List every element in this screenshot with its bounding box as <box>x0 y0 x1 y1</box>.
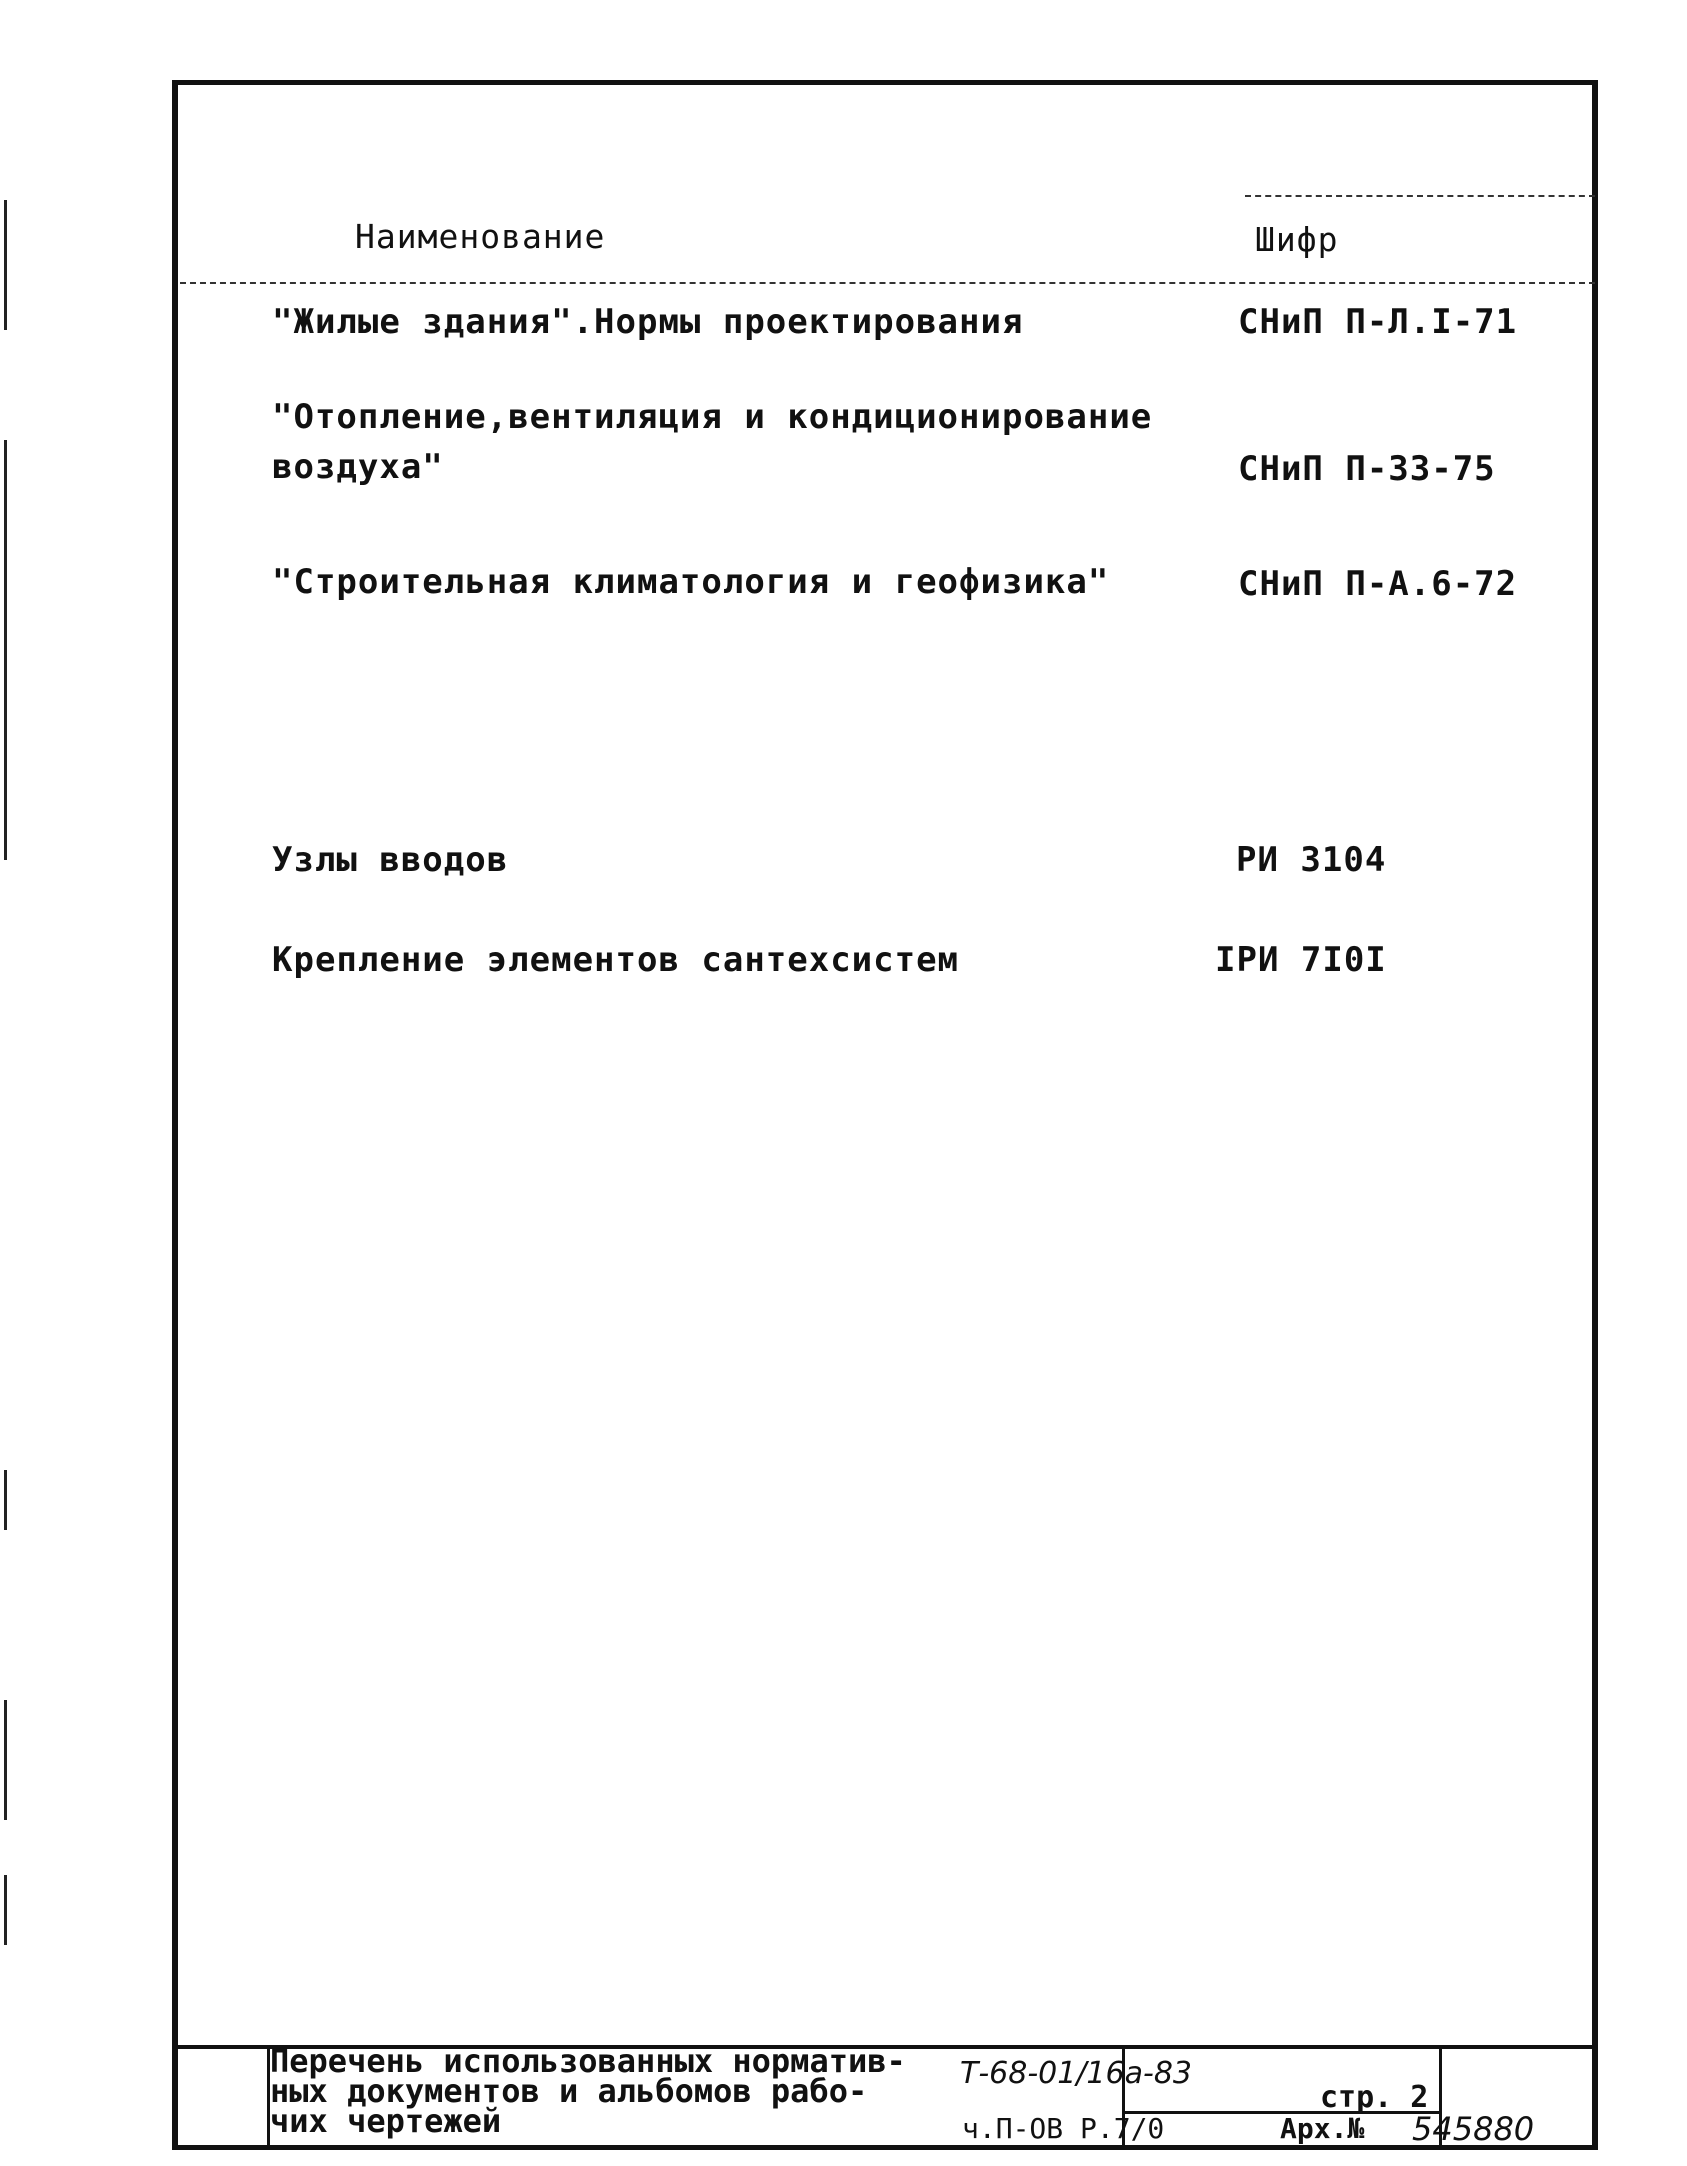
archive-label: Арх.№ <box>1280 2112 1365 2145</box>
entry-code: СНиП П-33-75 <box>1238 449 1496 489</box>
entry-name: Узлы вводов <box>272 840 509 880</box>
archive-number: 545880 <box>1412 2110 1535 2148</box>
entry-name: "Жилые здания".Нормы проектирования <box>272 302 1024 342</box>
project-code: Т-68-01/16а-83 <box>960 2056 1192 2091</box>
entry-name-continued: воздуха" <box>272 447 444 487</box>
description-line: ных документов и альбомов рабо- <box>270 2072 868 2110</box>
entry-name: Крепление элементов сантехсистем <box>272 940 960 980</box>
header-top-rule <box>1245 195 1595 197</box>
entry-code: СНиП П-Л.I-71 <box>1238 302 1518 342</box>
entry-code: IРИ 7I0I <box>1215 940 1387 980</box>
entry-code: РИ 3104 <box>1236 840 1387 880</box>
entry-name: "Отопление,вентиляция и кондиционирование <box>272 397 1153 437</box>
part-code: ч.П-ОВ Р.7/0 <box>962 2112 1165 2145</box>
document-frame <box>172 80 1598 2150</box>
scan-edge-mark <box>4 1470 7 1530</box>
scan-edge-mark <box>4 1875 7 1945</box>
entry-name: "Строительная климатология и геофизика" <box>272 562 1110 602</box>
scan-edge-mark <box>4 1700 7 1820</box>
header-bottom-rule <box>180 282 1595 284</box>
description-line: чих чертежей <box>270 2102 502 2140</box>
entry-code: СНиП П-А.6-72 <box>1238 564 1518 604</box>
column-header-name: Наименование <box>355 217 606 256</box>
page-number: стр. 2 <box>1320 2080 1429 2115</box>
scan-edge-mark <box>4 440 7 860</box>
description-line: Перечень использованных норматив- <box>270 2042 906 2080</box>
title-block-description <box>270 2042 906 2140</box>
column-header-code: Шифр <box>1255 220 1339 259</box>
scan-edge-mark <box>4 200 7 330</box>
